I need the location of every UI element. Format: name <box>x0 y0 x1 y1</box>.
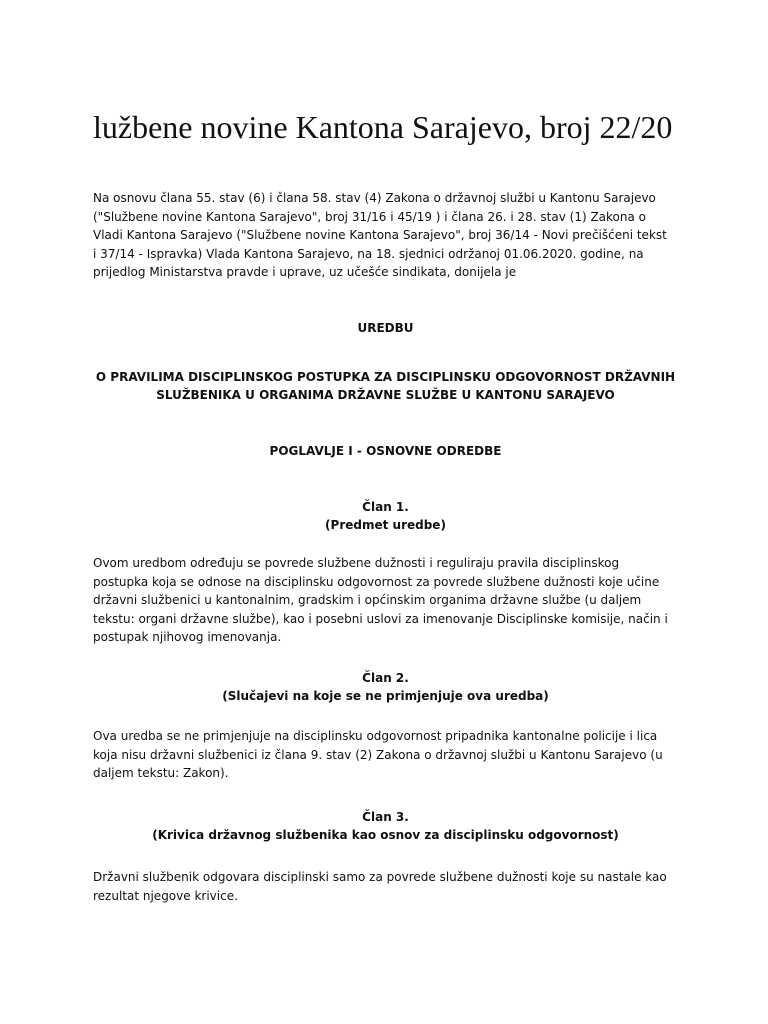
article-title: (Slučajevi na koje se ne primjenjuje ova uredba) <box>222 689 549 703</box>
article-text: Državni službenik odgovara disciplinski samo za povrede službene dužnosti koje su nastale kao rezultat njegove krivice. <box>93 870 667 903</box>
article-number: Član 1. <box>362 500 409 514</box>
decree-subtitle-line-2: SLUŽBENIKA U ORGANIMA DRŽAVNE SLUŽBE U KANTONU SARAJEVO <box>156 388 615 402</box>
preamble-paragraph: Na osnovu člana 55. stav (6) i člana 58. stav (4) Zakona o državnoj službi u Kantonu Sarajevo ("Službene novine Kantona Sarajevo", broj 31/16 i 45/19 ) i člana 26. i 28. stav (1) Zakona o Vladi Kantona Sarajevo ("Službene novine Kantona Sarajevo", broj 36/14 - Novi prečišćeni tekst i 37/14 - Ispravka) Vlada Kantona Sarajevo, na 18. sjednici održanoj 01.06.2020. godine, na prijedlog Ministarstva pravde i uprave, uz učešće sindikata, donijela je <box>93 191 667 279</box>
article-title: (Predmet uredbe) <box>325 518 446 532</box>
chapter-heading: POGLAVLJE I - OSNOVNE ODREDBE <box>269 444 502 458</box>
document-title: lužbene novine Kantona Sarajevo, broj 22/20 <box>93 109 673 145</box>
article-text: Ova uredba se ne primjenjuje na disciplinsku odgovornost pripadnika kantonalne policije i lica koja nisu državni službenici iz člana 9. stav (2) Zakona o državnoj službi u Kantonu Sarajevo (u daljem tekstu: Zakon). <box>93 729 663 780</box>
article-title: (Krivica državnog službenika kao osnov za disciplinsku odgovornost) <box>152 828 619 842</box>
decree-subtitle <box>93 368 678 404</box>
article-text: Ovom uredbom određuju se povrede službene dužnosti i reguliraju pravila disciplinskog postupka koja se odnose na disciplinsku odgovornost za povrede službene dužnosti koje učine državni službenici u kantonalnim, gradskim i općinskim organima državne službe (u daljem tekstu: organi državne službe), kao i posebni uslovi za imenovanje Disciplinske komisije, način i postupak njihovog imenovanja. <box>93 556 668 644</box>
decree-subtitle-line-1: O PRAVILIMA DISCIPLINSKOG POSTUPKA ZA DISCIPLINSKU ODGOVORNOST DRŽAVNIH <box>95 370 676 384</box>
article-number: Član 2. <box>362 671 409 685</box>
article-number: Član 3. <box>362 810 409 824</box>
decree-heading: UREDBU <box>357 321 414 335</box>
